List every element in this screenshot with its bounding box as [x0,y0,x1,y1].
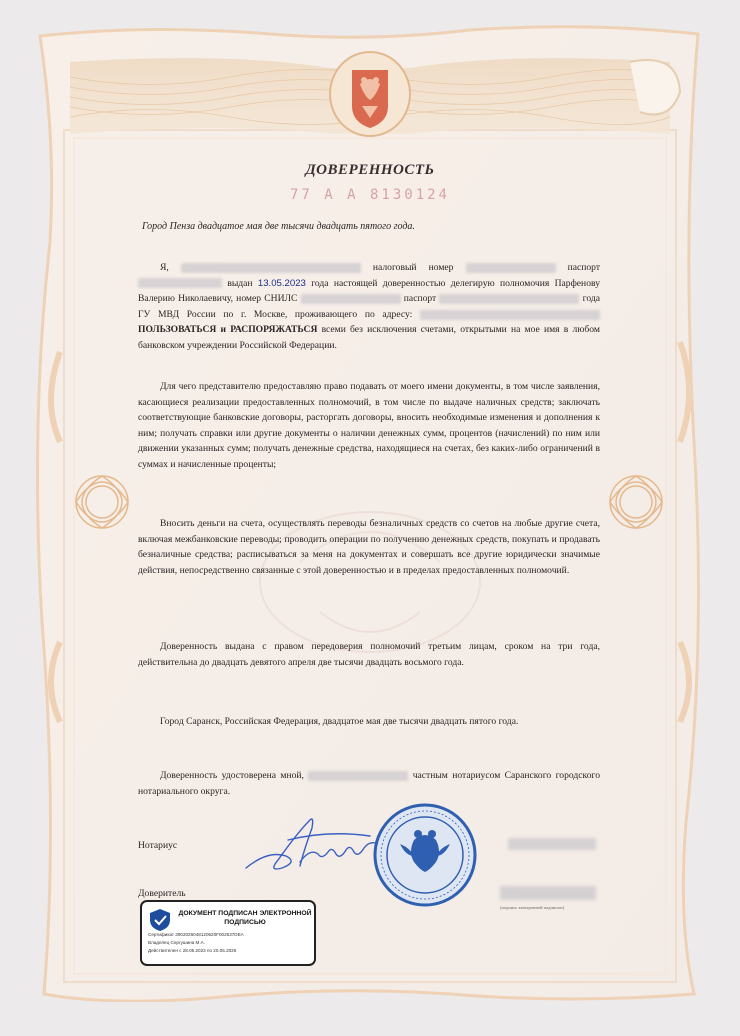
text-segment: паспорт [403,293,437,305]
text-segment: паспорт [567,262,601,273]
redacted-address [420,310,600,320]
paragraph-grantor [138,260,600,354]
text-segment: Я, [160,262,169,273]
paragraph-place: Город Саранск, Российская Федерация, двадцатое мая две тысячи двадцать пятого года. [160,716,519,727]
paragraph-operations: Вносить деньги на счета, осуществлять переводы безналичных средств со счетов на любые другие счета, включая межбанковские переводы; проводить операции по получению денежных средств, покупать и продавать безналичные средства; расписываться за меня на документах и совершать все другие юридически значимые действия, непосредственно связанные с этой доверенностью и в пределах предоставленных полномочий. [138,518,600,576]
esign-validity: Действителен с 28.05.2023 по 20.05.2026 [148,948,237,953]
paragraph-notarization [138,768,600,799]
handwritten-signature [238,810,388,880]
signature-note: (подпись электронной подписью) [500,905,565,910]
notary-seal-stamp [370,800,480,910]
text-segment: Доверенность удостоверена мной, [160,770,304,781]
power-of-attorney-page [30,22,710,1002]
redacted-passport [138,278,222,288]
place-and-date-line: Город Пенза двадцатое мая две тысячи двадцать пятого года. [142,221,415,232]
emphasized-text: ПОЛЬЗОВАТЬСЯ и РАСПОРЯЖАТЬСЯ [138,324,318,336]
text-segment: года настоящей доверенностью делегирую полномочия Парфенову Валерию Николаевичу, номер СНИЛС [138,277,600,305]
paragraph-validity: Доверенность выдана с правом передоверия полномочий третьим лицам, сроком на три года, действительна до двадцать девятого апреля две тысячи двадцать восьмого года. [138,641,600,668]
redacted-passport-details [439,294,579,304]
document-serial-number: 77 А А 8130124 [289,187,450,203]
redacted-notary-name [308,771,408,781]
paragraph-rights: Для чего представителю предоставляю право подавать от моего имени документы, в том числе заявления, касающиеся реализации предоставленных полномочий, в том числе по выдаче наличных средств; заключать соответствующие банковские договоры, расторгать договоры, вносить необходимые изменения и дополнения к ним; получать справки или другие документы о наличии денежных сумм, процентов (начислений) по ним или движении указанных сумм; получать денежные средства, находящиеся на счетах, без каких-либо ограничений в суммах и начисленные проценты; [138,381,600,470]
text-segment: выдан [227,277,253,289]
text-segment: налоговый номер [372,262,454,273]
principal-label: Доверитель [138,888,186,899]
redacted-principal-name [500,886,596,900]
text-segment: частным нотариусом Саранского городского нотариального округа. [138,770,600,797]
esign-shield-icon [148,908,172,932]
text-segment: всеми без исключения счетами, открытыми на мое имя в любом банковском учреждении Российской Федерации. [138,324,600,351]
notary-label: Нотариус [138,840,178,851]
document-title: ДОВЕРЕННОСТЬ [305,162,435,178]
esign-header: ДОКУМЕНТ ПОДПИСАН ЭЛЕКТРОННОЙ ПОДПИСЬЮ [178,910,312,926]
text-segment: года ГУ МВД России по г. Москве, проживающего по адресу: [138,293,600,320]
electronic-signature-box [140,900,316,966]
passport-issue-date: 13.05.2023 [257,277,306,289]
redacted-tax-number [466,263,556,273]
redacted-notary-signature [508,838,596,850]
esign-certificate: Сертификат 3902026048120620F002537DEA [148,932,244,937]
esign-owner: Владелец Сергушина М.А. [148,940,205,945]
redacted-name [181,263,361,273]
redacted-snils [301,294,401,304]
